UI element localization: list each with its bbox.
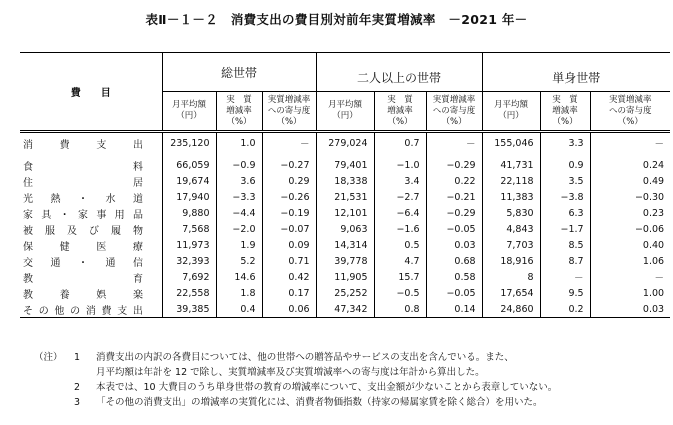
table-cell: −0.21 [426, 189, 482, 205]
table-cell: 0.71 [262, 253, 316, 269]
table-cell: 18,338 [316, 173, 374, 189]
table-cell: 7,703 [482, 237, 540, 253]
table-cell: 1.0 [216, 132, 262, 154]
table-cell: 14,314 [316, 237, 374, 253]
table-row [20, 132, 670, 154]
table-cell: 7,692 [162, 269, 216, 285]
table-cell: 0.58 [426, 269, 482, 285]
row-label: 消 費 支 出 [23, 139, 143, 151]
table-row [20, 189, 670, 205]
table-cell: 8.5 [540, 237, 590, 253]
col-header-rate: 実 質 増減率 （%） [540, 92, 590, 132]
table-cell: 0.42 [262, 269, 316, 285]
table-cell: 0.03 [426, 237, 482, 253]
table-cell: −0.30 [634, 191, 665, 203]
table-row [20, 301, 670, 318]
table-cell: － [540, 269, 590, 285]
table-cell: −1.6 [374, 221, 426, 237]
table-cell: 0.29 [262, 173, 316, 189]
table-cell: 0.2 [540, 301, 590, 318]
table-cell: 279,024 [316, 132, 374, 154]
table-cell: 0.23 [642, 207, 665, 219]
table-cell: 0.24 [642, 159, 665, 171]
col-header-monthly: 月平均額 （円） [482, 92, 540, 132]
col-header-contribution: 実質増減率 への寄与度 （%） [262, 92, 316, 132]
row-label: 住 居 [23, 177, 143, 189]
table-cell: 66,059 [162, 157, 216, 173]
row-label: 光 熱 ・ 水 道 [23, 193, 143, 205]
table-cell: 1.8 [216, 285, 262, 301]
col-header-monthly: 月平均額 （円） [162, 92, 216, 132]
table-row [20, 269, 670, 285]
table-cell: 79,401 [316, 157, 374, 173]
table-cell: 0.03 [590, 301, 670, 318]
row-label: そ の 他 の 消 費 支 出 [23, 305, 143, 317]
table-cell: 18,916 [482, 253, 540, 269]
table-cell: 12,101 [316, 205, 374, 221]
table-row [20, 221, 670, 237]
table-cell: 1.9 [216, 237, 262, 253]
table-cell: 9.5 [540, 285, 590, 301]
table-cell: 3.6 [216, 173, 262, 189]
col-header-contribution: 実質増減率 への寄与度 （%） [590, 92, 670, 132]
note-1-cont: 月平均額は年計を 12 で除し、実質増減率及び実質増減率への寄与度は年計から算出した。 [96, 367, 485, 378]
table-cell: 17,654 [482, 285, 540, 301]
table-cell: 39,385 [162, 301, 216, 318]
table-cell: −0.06 [634, 223, 665, 235]
table-title: 表Ⅱ－１－２ 消費支出の費目別対前年実質増減率 －2021 年－ [145, 12, 528, 27]
table-row [20, 173, 670, 189]
note-3: 3 「その他の消費支出」の増減率の実質化には、消費者物価指数（持家の帰属家賃を除く総合）を用いた。 [74, 397, 543, 408]
table-cell: −0.07 [262, 221, 316, 237]
table-cell: 0.68 [426, 253, 482, 269]
table-cell: 0.49 [642, 175, 665, 187]
table-cell: － [262, 132, 316, 154]
table-cell: −0.19 [262, 205, 316, 221]
group-header-total: 総世帯 [162, 53, 316, 92]
table-cell: 11,973 [162, 237, 216, 253]
table-cell: 11,383 [482, 189, 540, 205]
notes [34, 350, 664, 410]
table-cell: 1.00 [642, 287, 665, 299]
row-label: 食 料 [23, 161, 143, 173]
table-cell: −0.05 [426, 285, 482, 301]
table-cell: −0.26 [262, 189, 316, 205]
table-cell: −4.4 [216, 205, 262, 221]
note-1: （注） 1 消費支出の内訳の各費目については、他の世帯への贈答品やサービスの支出を含んでいる。また、 [34, 352, 514, 363]
table-cell: −0.27 [262, 157, 316, 173]
row-label: 保 健 医 療 [23, 241, 143, 253]
table-cell: 3.4 [374, 173, 426, 189]
row-label: 家 具 ・ 家 事 用 品 [23, 209, 143, 221]
table-cell: 15.7 [374, 269, 426, 285]
table-cell: 9,063 [316, 221, 374, 237]
table-cell: 0.06 [262, 301, 316, 318]
group-header-row [20, 53, 670, 92]
table-cell: −1.0 [374, 157, 426, 173]
col-header-contribution: 実質増減率 への寄与度 （%） [426, 92, 482, 132]
table-cell: 4.7 [374, 253, 426, 269]
row-label: 交 通 ・ 通 信 [23, 257, 143, 269]
table-cell: −0.05 [426, 221, 482, 237]
table-cell: 8.7 [540, 253, 590, 269]
table-cell: 24,860 [482, 301, 540, 318]
row-label: 教 養 娯 楽 [23, 289, 143, 301]
expenditure-table [20, 52, 670, 318]
table-cell: 0.09 [262, 237, 316, 253]
table-cell: −6.4 [374, 205, 426, 221]
table-cell: 22,558 [162, 285, 216, 301]
table-cell: −0.9 [216, 157, 262, 173]
table-cell: 19,674 [162, 173, 216, 189]
table-cell: −2.0 [216, 221, 262, 237]
table-cell: 4,843 [482, 221, 540, 237]
table-cell: 9,880 [162, 205, 216, 221]
table-cell: 25,252 [316, 285, 374, 301]
col-header-rate: 実 質 増減率 （%） [216, 92, 262, 132]
row-label: 被 服 及 び 履 物 [23, 225, 143, 237]
table-cell: 41,731 [482, 157, 540, 173]
table-cell: 0.40 [642, 239, 665, 251]
table-cell: 0.14 [426, 301, 482, 318]
table-cell: −0.29 [426, 157, 482, 173]
table-row [20, 157, 670, 173]
table-cell: 0.9 [540, 157, 590, 173]
table-cell: 6.3 [540, 205, 590, 221]
table-cell: 47,342 [316, 301, 374, 318]
table-row [20, 237, 670, 253]
table-cell: −2.7 [374, 189, 426, 205]
table-cell: 3.3 [540, 132, 590, 154]
table-cell: － [426, 132, 482, 154]
row-label: 教 育 [23, 273, 143, 285]
table-cell: 0.4 [216, 301, 262, 318]
table-cell: 1.06 [642, 255, 665, 267]
table-cell: 155,046 [482, 132, 540, 154]
table-cell: −0.5 [374, 285, 426, 301]
table-cell: 0.7 [374, 132, 426, 154]
table-cell: 5,830 [482, 205, 540, 221]
table-cell: 0.17 [262, 285, 316, 301]
table-cell: 0.22 [426, 173, 482, 189]
table-cell: 7,568 [162, 221, 216, 237]
table-cell: － [654, 273, 665, 284]
table-cell: 8 [482, 269, 540, 285]
table-cell: −3.8 [540, 189, 590, 205]
item-header: 費 目 [20, 53, 162, 132]
group-header-multi: 二人以上の世帯 [316, 53, 482, 92]
table-cell: 17,940 [162, 189, 216, 205]
col-header-monthly: 月平均額 （円） [316, 92, 374, 132]
table-cell: 235,120 [162, 132, 216, 154]
notes-label: （注） [34, 352, 63, 363]
table-cell: −3.3 [216, 189, 262, 205]
table-cell: 11,905 [316, 269, 374, 285]
table-cell: 21,531 [316, 189, 374, 205]
table-row [20, 205, 670, 221]
table-cell: 0.8 [374, 301, 426, 318]
table-cell: 39,778 [316, 253, 374, 269]
table-cell: 14.6 [216, 269, 262, 285]
table-cell: 0.5 [374, 237, 426, 253]
table-cell: － [654, 139, 665, 150]
table-cell: 22,118 [482, 173, 540, 189]
table-cell: 3.5 [540, 173, 590, 189]
table-cell: 32,393 [162, 253, 216, 269]
table-row [20, 253, 670, 269]
col-header-rate: 実 質 増減率 （%） [374, 92, 426, 132]
table-cell: −1.7 [540, 221, 590, 237]
group-header-single: 単身世帯 [482, 53, 670, 92]
note-2: 2 本表では、10 大費目のうち単身世帯の教育の増減率について、支出金額が少ないことから表章していない。 [74, 382, 558, 393]
table-cell: 5.2 [216, 253, 262, 269]
table-row [20, 285, 670, 301]
table-cell: −0.29 [426, 205, 482, 221]
